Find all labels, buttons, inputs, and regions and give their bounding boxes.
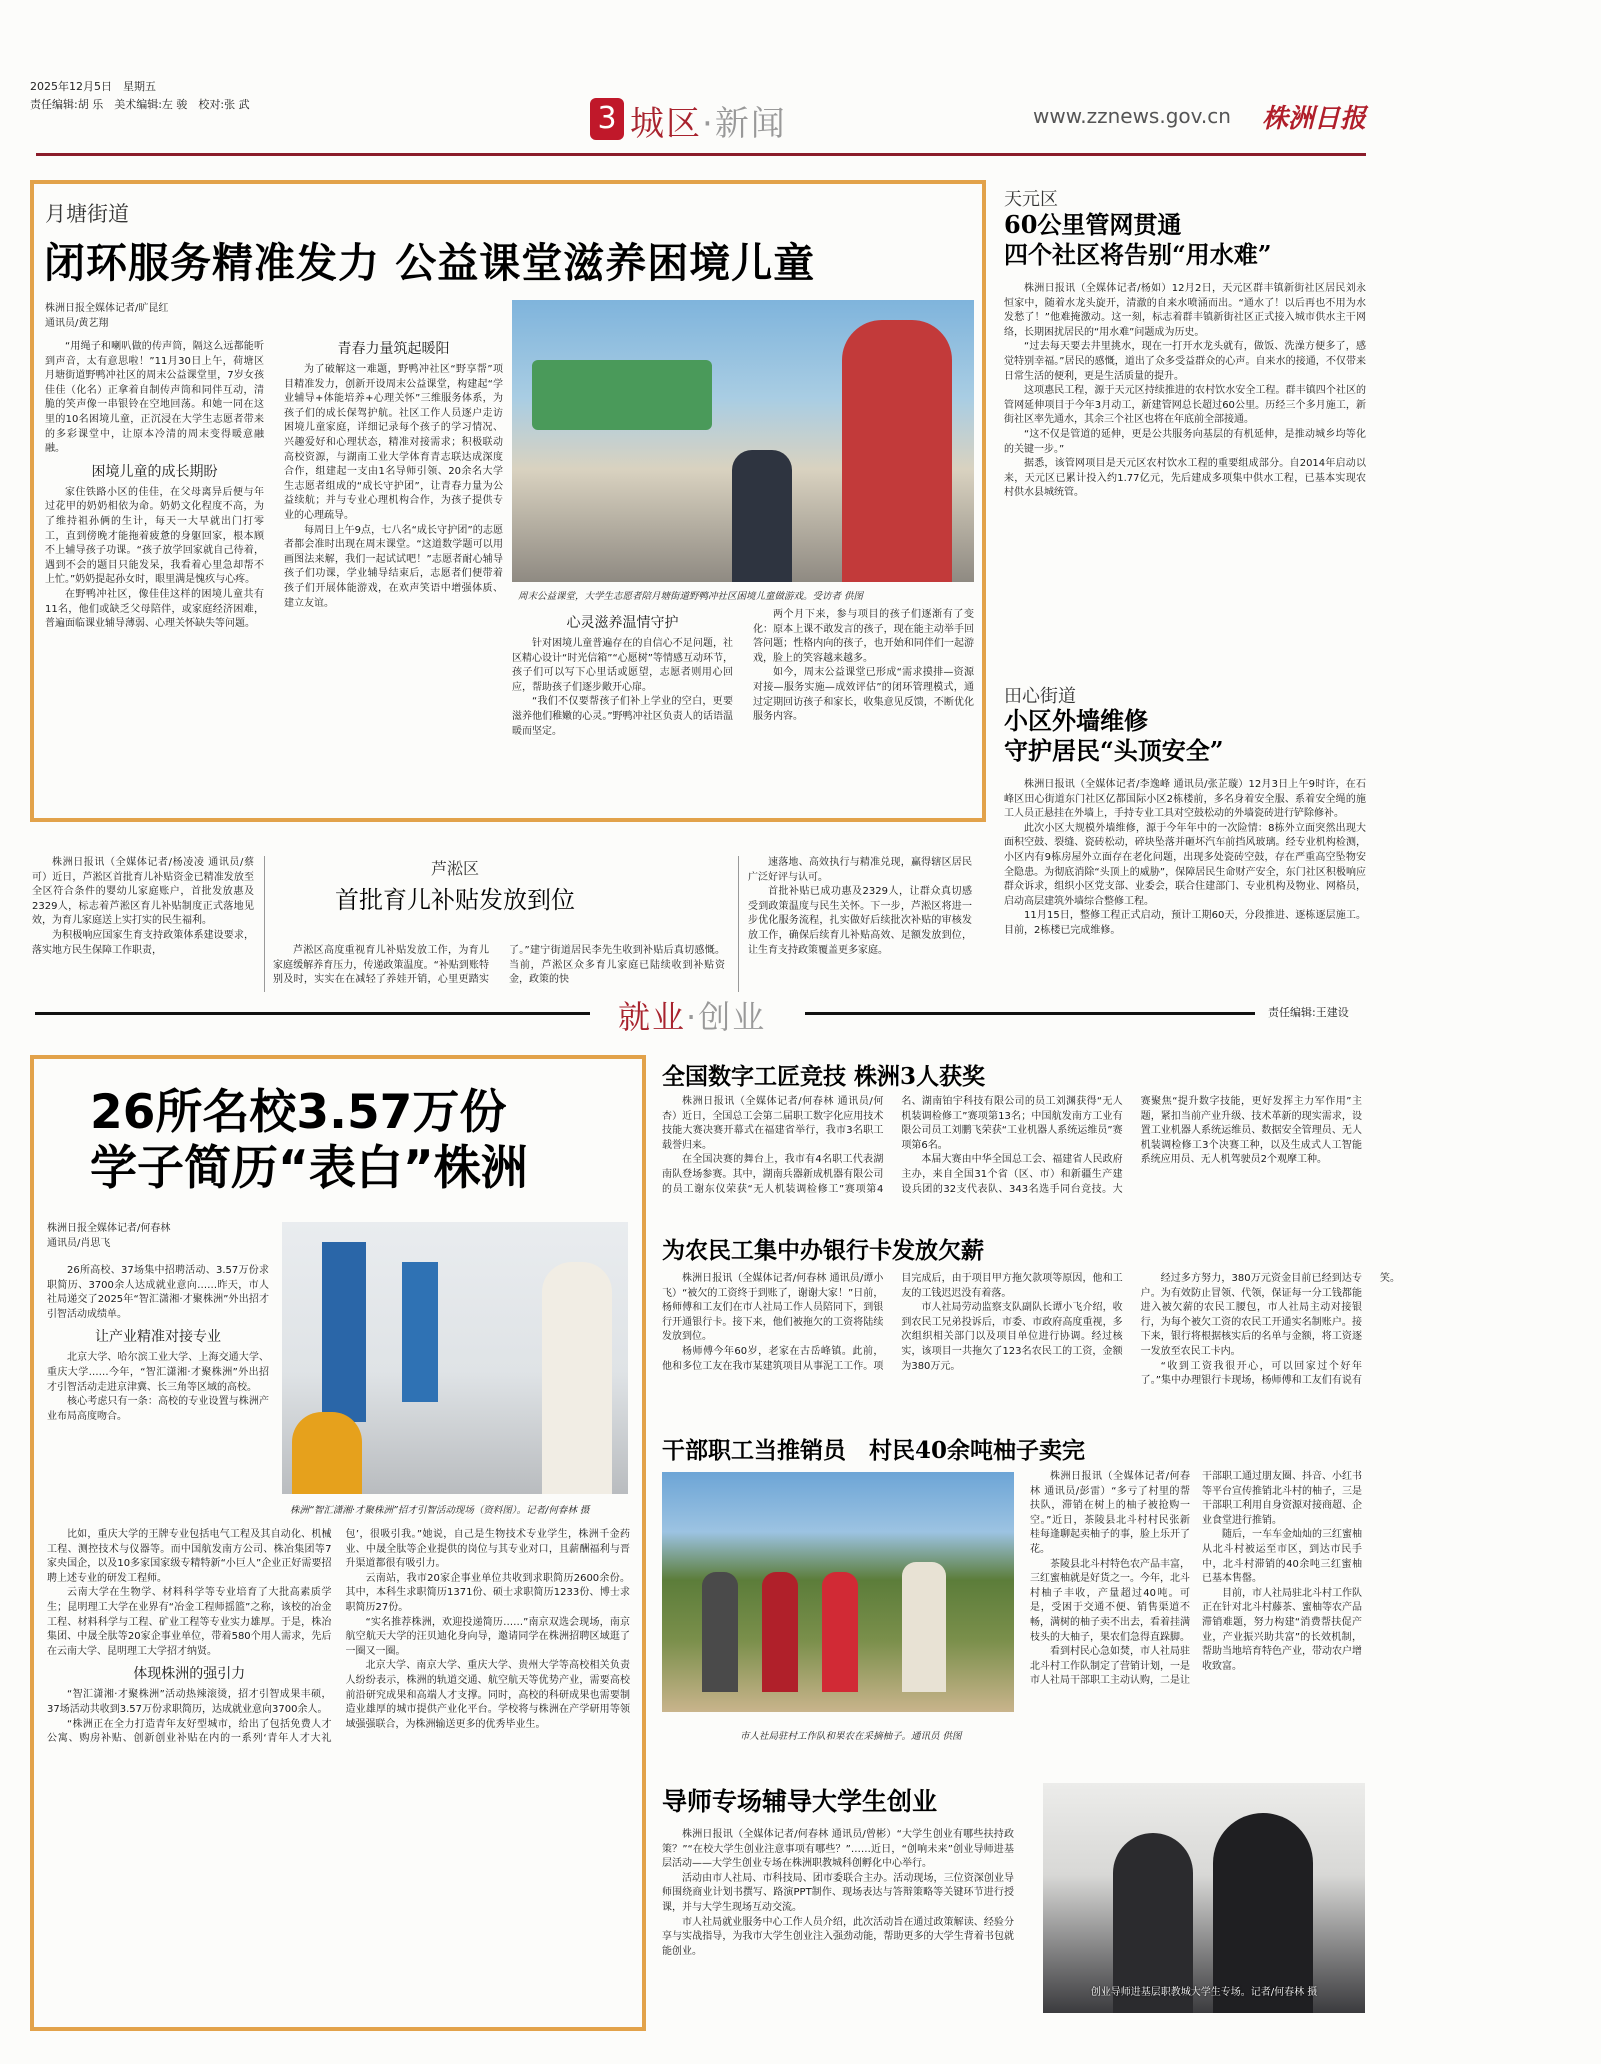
section-title-b: 新闻 [714, 104, 787, 144]
photo-train-mural [532, 360, 712, 430]
headline-line2: 四个社区将告别“用水难” [1004, 240, 1272, 269]
photo-banner [402, 1262, 438, 1402]
photo-person-figure [762, 1572, 798, 1692]
paragraph: 芦淞区高度重视育儿补贴发放工作，为育儿家庭缓解养育压力，传递政策温度。“补贴到账特别及时，实实在在减轻了养娃开销，心里更踏实了。”建宁街道居民李先生收到补贴后真切感慨。当前，芦淞区众多育儿家庭已陆续收到补贴资金，政策的快 [273, 945, 725, 986]
headline [1004, 210, 1272, 270]
paragraph: 云南大学在生物学、材料科学等专业培育了大批高素质学生；昆明理工大学在业界有“冶金工程师摇篮”之称，该校的冶金工程、材料科学与工程、矿业工程等专业实力雄厚。于是，株冶集团、中晟全肽等20家企事业单位，带着580个用人需求，先后在云南大学、昆明理工大学招才纳贤。 [47, 1587, 332, 1657]
band-editor: 责任编辑:王建设 [1268, 1006, 1349, 1019]
article-body [1004, 778, 1366, 998]
editor-credits: 责任编辑:胡 乐 美术编辑:左 骏 校对:张 武 [30, 98, 250, 111]
byline [45, 302, 285, 331]
paragraph: 本届大赛由中华全国总工会、福建省人民政府主办，来自全国31个省（区、市）和新疆生产建设兵团的32支代表队、343名选手同台竞技。大赛聚焦“提升数字技能，更好发挥主力军作用”主题，紧扣当前产业升级、技术革新的现实需求，设置工业机器人系统运维员、数据安全管理员、无人机装调检修工3个决赛工种，以及生成式人工智能系统应用员、无人机驾驶员2个观摩工种。 [901, 1096, 1362, 1195]
paragraph: 11月15日，整修工程正式启动，预计工期60天，分段推进、逐栋逐层施工。目前，2栋楼已完成维修。 [1004, 910, 1366, 936]
paragraph: “实名推荐株洲，欢迎投递简历……”南京双选会现场，南京航空航天大学的汪贝迪化身向导，邀请同学在株洲招聘区域逛了一圈又一圈。 [345, 1616, 630, 1657]
byline-correspondent: 通讯员/黄艺翔 [45, 317, 109, 329]
band-line-left [35, 1012, 590, 1015]
paragraph: 杨师傅今年60岁，老家在古岳峰镇。此前，他和多位工友在我市某建筑项目从事泥工工作。项目完成后，由于项目甲方拖欠款项等原因，他和工友的工钱迟迟没有着落。 [662, 1273, 1123, 1372]
headline [1004, 706, 1224, 766]
article-body [1030, 1470, 1362, 1760]
headline [90, 1085, 528, 1197]
article-body [512, 608, 974, 813]
article-body [32, 856, 254, 992]
paragraph: 茶陵县北斗村特色农产品丰富，三红蜜柚就是好货之一。今年，北斗村柚子丰收，产量超过40吨。可是，受困于交通不便、销售渠道不畅，满树的柚子卖不出去，看着挂满枝头的大柚子，果农们急得直跺脚。 [1030, 1558, 1190, 1643]
photo-caption: 株洲“智汇潇湘·才聚株洲”招才引智活动现场（资料图）。记者/何春林 摄 [290, 1505, 590, 1516]
article-body [662, 1095, 1362, 1205]
headline: 干部职工当推销员 村民40余吨柚子卖完 [662, 1437, 1086, 1464]
paragraph: 26所高校、37场集中招聘活动、3.57万份求职简历、3700余人达成就业意向……昨天，市人社局递交了2025年“智汇潇湘·才聚株洲”外出招才引智活动成绩单。 [47, 1265, 269, 1320]
article-body [662, 1828, 1014, 2018]
paragraph: 首批补贴已成功惠及2329人，让群众真切感受到政策温度与民生关怀。下一步，芦淞区将进一步优化服务流程，扎实做好后续批次补贴的审核发放工作，确保后续育儿补贴高效、足额发放到位，让生育支持政策覆盖更多家庭。 [748, 886, 972, 956]
story-kicker: 芦淞区 [430, 859, 479, 878]
paragraph: 这项惠民工程，源于天元区持续推进的农村饮水安全工程。群丰镇四个社区的管网延伸项目于今年3月动工，新建管网总长超过60公里。历经三个多月施工，新街社区率先通水，其余三个社区也将在年底前全部接通。 [1004, 385, 1366, 426]
band-dot: · [686, 998, 699, 1036]
headline-line1: 60公里管网贯通 [1004, 210, 1182, 239]
paragraph: “用绳子和喇叭做的传声筒，隔这么远都能听到声音，太有意思啦！”11月30日上午，荷塘区月塘街道野鸭冲社区的周末公益课堂里，7岁女孩佳佳（化名）正拿着自制传声筒和同伴互动，清脆的笑声像一串银铃在空地回荡。和她一同在这里的10名困境儿童，正沉浸在大学生志愿者带来的多彩课堂中，让原本冷清的周末变得暖意融融。 [45, 341, 264, 455]
paragraph: 株洲日报讯（全媒体记者/杨凌凌 通讯员/蔡可）近日，芦淞区首批育儿补贴资金已精准发放至全区符合条件的婴幼儿家庭账户，首批发放惠及2329人，标志着芦淞区育儿补贴制度正式落地见效，为育儿家庭送上实打实的民生福利。 [32, 857, 254, 927]
paragraph: 随后，一车车金灿灿的三红蜜柚从北斗村被运至市区，到达市民手中，北斗村滞销的40余吨三红蜜柚已基本售罄。 [1202, 1529, 1362, 1585]
band-title-a: 就业 [618, 998, 687, 1036]
story-kicker: 田心街道 [1004, 686, 1076, 707]
photo-volunteers-children [512, 300, 974, 582]
paragraph: 在野鸭冲社区，像佳佳这样的困境儿童共有11名，他们或缺乏父母陪伴，或家庭经济困难，普遍面临课业辅导薄弱、心理关怀缺失等问题。 [45, 588, 264, 630]
paragraph: 株洲日报讯（全媒体记者/杨如）12月2日，天元区群丰镇新街社区居民刘永恒家中，随着水龙头旋开，清澈的自来水喷涌而出。“通水了！以后再也不用为水发愁了！”他难掩激动。这一刻，标志着群丰镇新街社区正式接入城市供水主干网络，长期困扰居民的“用水难”问题成为历史。 [1004, 283, 1366, 338]
paragraph: 两个月下来，参与项目的孩子们逐渐有了变化：原本上课不敢发言的孩子，现在能主动举手回答问题；性格内向的孩子，也开始和同伴们一起游戏，脸上的笑容越来越多。 [753, 609, 974, 664]
issue-date: 2025年12月5日 星期五 [30, 80, 156, 93]
site-url[interactable]: www.zznews.gov.cn [1033, 104, 1231, 128]
photo-person-figure [822, 1572, 858, 1692]
subheading: 让产业精准对接专业 [95, 1329, 221, 1346]
photo-caption: 市人社局驻村工作队和果农在采摘柚子。通讯员 供图 [740, 1731, 962, 1742]
paragraph: 在全国决赛的舞台上，我市有4名职工代表湖南队登场参赛。其中，湖南兵器新成机器有限公司的员工谢东仪荣获“无人机装调检修工”赛项第4名、湖南铂宇科技有限公司的员工刘渊获得“无人机装调检修工”赛项第13名；中国航发南方工业有限公司员工刘鹏飞荣获“工业机器人系统运维员”赛项第6名。 [662, 1096, 1123, 1195]
paragraph: 目前，市人社局驻北斗村工作队正在针对北斗村藤茶、蜜柚等农产品滞销难题，努力构建“消费帮扶促产业，产业振兴助共富”的长效机制，帮助当地培育特色产业，带动农户增收致富。 [1202, 1587, 1362, 1672]
headline-line1: 26所名校3.57万份 [90, 1085, 507, 1140]
paragraph: 北京大学、哈尔滨工业大学、上海交通大学、重庆大学……今年，“智汇潇湘·才聚株洲”外出招才引智活动走进京津冀、长三角等区域的高校。 [47, 1352, 269, 1393]
section-dot: · [702, 104, 715, 144]
paragraph: 为了破解这一难题，野鸭冲社区“野享帮”项目精准发力，创新开设周末公益课堂，构建起“学业辅导+体能培养+心理关怀”三维服务体系，为孩子们的成长保驾护航。社区工作人员逐户走访困境儿童家庭，详细记录每个孩子的学习情况、兴趣爱好和心理状态，精准对接需求；积极联动高校资源，与湖南工业大学体育青志联达成深度合作，组建起一支由1名导师引领、20余名大学生志愿者组成的“成长守护团”，让青春力量为公益续航；并与专业心理机构合作，为孩子提供专业的心理疏导。 [284, 364, 503, 521]
paragraph: “智汇潇湘·才聚株洲”活动热辣滚烫，招才引智成果丰硕，37场活动共收到3.57万份求职简历，达成就业意向3700余人。 [47, 1689, 332, 1715]
subheading: 心灵滋养温情守护 [566, 615, 679, 631]
article-body [662, 1272, 1400, 1400]
photo-banner [322, 1242, 366, 1422]
byline-reporter: 株洲日报全媒体记者/何春林 [47, 1223, 171, 1234]
column-divider [738, 856, 739, 992]
band-title-b: 创业 [698, 998, 767, 1036]
story-kicker: 天元区 [1004, 189, 1058, 210]
headline: 为农民工集中办银行卡发放欠薪 [662, 1237, 984, 1264]
headline: 首批育儿补贴发放到位 [335, 886, 575, 914]
article-body [45, 340, 503, 810]
column-divider [264, 856, 265, 992]
paragraph: 株洲日报讯（全媒体记者/何春林 通讯员/何杏）近日，全国总工会第二届职工数字化应用技术技能大赛决赛开幕式在福建省举行，我市3名职工载誉归来。 [662, 1096, 884, 1151]
photo-person-figure [902, 1562, 946, 1692]
headline-line2: 守护居民“头顶安全” [1004, 736, 1224, 765]
byline [47, 1222, 267, 1251]
story-kicker: 月塘街道 [45, 202, 129, 226]
headline: 全国数字工匠竞技 株洲3人获奖 [662, 1063, 986, 1090]
headline: 导师专场辅导大学生创业 [662, 1787, 938, 1816]
article-body [748, 856, 972, 992]
paragraph: “收到工资我很开心，可以回家过个好年了。”集中办理银行卡现场，杨师傅和工友们有说有笑。 [1140, 1273, 1400, 1387]
paragraph: “过去每天要去井里挑水，现在一打开水龙头就有，做饭、洗澡方便多了，感觉特别幸福。”居民的感慨，道出了众多受益群众的心声。自来水的接通，不仅带来日常生活的便利，更是生活质量的提升。 [1004, 341, 1366, 382]
photo-child-figure [732, 450, 792, 582]
paragraph: 株洲日报讯（全媒体记者/何春林 通讯员/彭雷）“多亏了村里的帮扶队，滞销在树上的柚子被抢购一空。”近日，茶陵县北斗村村民张新桂每逢聊起卖柚子的事，脸上乐开了花。 [1030, 1471, 1190, 1555]
paragraph: “我们不仅要帮孩子们补上学业的空白，更要滋养他们稚嫩的心灵。”野鸭冲社区负责人的话语温暖而坚定。 [512, 696, 733, 737]
photo-recruiter-figure [292, 1412, 362, 1494]
photo-student-figure [542, 1262, 612, 1494]
paragraph: 株洲日报讯（全媒体记者/何春林 通讯员/曾彬）“大学生创业有哪些扶持政策？”“在校大学生创业注意事项有哪些？”……近日，“创响未来”创业导师进基层活动——大学生创业专场在株洲职教城科创孵化中心举行。 [662, 1829, 1014, 1870]
subheading: 困境儿童的成长期盼 [91, 463, 218, 480]
photo-caption: 周末公益课堂，大学生志愿者陪月塘街道野鸭冲社区困境儿童做游戏。受访者 供图 [518, 591, 864, 602]
subheading: 体现株洲的强引力 [133, 1666, 246, 1683]
paragraph: 家住铁路小区的佳佳，在父母离异后便与年过花甲的奶奶相依为命。奶奶文化程度不高，为了维持祖孙俩的生计，每天一大早就出门打零工，直到傍晚才能拖着疲惫的身躯回家，根本顾不上辅导孩子功课。“孩子放学回家就自己待着，遇到不会的题目只能发呆，我看着心里急却帮不上忙。”奶奶提起孙女时，眼里满是愧疚与心疼。 [45, 486, 264, 586]
photo-volunteer-figure [842, 320, 952, 582]
article-body [47, 1528, 630, 2018]
paragraph: 核心考虑只有一条：高校的专业设置与株洲产业布局高度吻合。 [47, 1396, 269, 1422]
byline-correspondent: 通讯员/肖思飞 [47, 1237, 111, 1249]
paragraph: “株洲正在全力打造青年友好型城市，给出了包括免费人才公寓、购房补贴、创新创业补贴在内的一系列‘青年人才大礼包’，很吸引我。”她说，自己是生物技术专业学生，株洲千金药业、中晟全肽等企业提供的岗位与其专业对口，且薪酬福利与晋升渠道都很有吸引力。 [47, 1529, 630, 1745]
article-body [273, 944, 725, 994]
paragraph: 此次小区大规模外墙维修，源于今年年中的一次险情：8栋外立面突然出现大面积空鼓、裂缝、瓷砖松动，碎块坠落并砸坏汽车前挡风玻璃。经专业机构检测，小区内有9栋房屋外立面存在老化问题，出现多处瓷砖空鼓，存在严重高空坠物安全隐患。为彻底消除“头顶上的威胁”，保障居民生命财产安全，东门社区积极响应群众诉求，组织小区党支部、业委会，联合住建部门、专业机构及物业、网格员，启动高层建筑外墙综合整修工程。 [1004, 822, 1366, 907]
paragraph: 云南站，我市20家企事业单位共收到求职简历2600余份。其中，本科生求职简历1371份、硕士求职简历1233份、博士求职简历27份。 [345, 1572, 630, 1613]
paragraph: 看到村民心急如焚，市人社局驻北斗村工作队制定了营销计划，一是市人社局干部职工主动认购，二是让干部职工通过朋友圈、抖音、小红书等平台宣传推销北斗村的柚子，三是干部职工利用自身资源对接商超、企业食堂进行推销。 [1030, 1471, 1362, 1687]
paragraph: 针对困境儿童普遍存在的自信心不足问题，社区精心设计“时光信箱”“心愿树”等情感互动环节，孩子们可以写下心里话或愿望，志愿者则用心回应，帮助孩子们逐步敞开心扉。 [512, 638, 733, 693]
paragraph: 经过多方努力，380万元资金目前已经到达专户。为有效防止冒领、代领，保证每一分工钱都能进入被欠薪的农民工腰包，市人社局主动对接银行，为每个被欠工资的农民工开通实名制账户。接下来，银行将根据核实后的名单与金额，将工资逐一发放至农民工卡内。 [1140, 1273, 1362, 1357]
band-line-right [805, 1012, 1255, 1015]
paragraph: 据悉，该管网项目是天元区农村饮水工程的重要组成部分。自2014年启动以来，天元区已累计投入约1.77亿元，先后建成多项集中供水工程，已基本实现农村供水县城统管。 [1004, 458, 1366, 499]
article-body [47, 1264, 269, 1508]
photo-pomelo-harvest [662, 1472, 1014, 1712]
subheading: 青春力量筑起暖阳 [337, 341, 450, 357]
section-title-a: 城区 [630, 104, 702, 144]
paragraph: 株洲日报讯（全媒体记者/何春林 通讯员/谭小飞）“被欠的工资终于到账了，谢谢大家！”日前，杨师傅和工友们在市人社局工作人员陪同下，到银行开通银行卡。接下来，他们被拖欠的工资将陆续发放到位。 [662, 1273, 884, 1343]
page-number-badge: 3 [590, 98, 624, 140]
article-body [1004, 282, 1366, 672]
photo-person-figure [702, 1572, 738, 1692]
headline-line1: 小区外墙维修 [1004, 706, 1148, 735]
section-band-title [618, 992, 766, 1038]
photo-job-fair [282, 1222, 628, 1494]
paragraph: 北京大学、南京大学、重庆大学、贵州大学等高校相关负责人纷纷表示，株洲的轨道交通、航空航天等优势产业，需要高校前沿研究成果和高端人才支撑。同时，高校的科研成果也需要制造业雄厚的城市提供产业化平台。学校将与株洲在产学研用等领域强强联合，为株洲输送更多的优秀毕业生。 [345, 1660, 630, 1730]
header-divider [36, 153, 1366, 156]
paragraph: 株洲日报讯（全媒体记者/李逸峰 通讯员/张芷璇）12月3日上午9时许，在石峰区田心街道东门社区亿都国际小区2栋楼前，多名身着安全服、系着安全绳的施工人员正悬挂在外墙上，手持专业工具对空鼓松动的外墙瓷砖进行铲除修补。 [1004, 779, 1366, 820]
paragraph: 速落地、高效执行与精准兑现，赢得辖区居民广泛好评与认可。 [748, 857, 972, 883]
paragraph: 活动由市人社局、市科技局、团市委联合主办。活动现场，三位资深创业导师围绕商业计划书撰写、路演PPT制作、现场表达与答辩策略等关键环节进行授课，并与大学生现场互动交流。 [662, 1872, 1014, 1913]
byline-reporter: 株洲日报全媒体记者/旷昆红 [45, 303, 169, 314]
photo-caption: 创业导师进基层职教城大学生专场。记者/何春林 摄 [1090, 1987, 1318, 1998]
headline: 闭环服务精准发力 公益课堂滋养困境儿童 [44, 239, 816, 287]
paragraph: 比如，重庆大学的王牌专业包括电气工程及其自动化、机械工程、测控技术与仪器等。而中国航发南方公司、株冶集团等7家央国企，以及10多家国家级专精特新“小巨人”企业正好需要招聘上述专业的研发工程师。 [47, 1529, 332, 1584]
newspaper-logo: 株洲日报 [1262, 104, 1367, 134]
paragraph: 每周日上午9点，七八名“成长守护团”的志愿者都会准时出现在周末课堂。“这道数学题可以用画图法来解，我们一起试试吧！”志愿者耐心辅导孩子们功课，学业辅导结束后，志愿者们便带着孩子们开展体能游戏，在欢声笑语中增强体质、建立友谊。 [284, 524, 503, 609]
paragraph: “这不仅是管道的延伸，更是公共服务向基层的有机延伸，是推动城乡均等化的关键一步。” [1004, 428, 1366, 455]
paragraph: 市人社局劳动监察支队副队长谭小飞介绍，收到农民工兄弟投诉后，市委、市政府高度重视，多次组织相关部门以及项目单位进行协调。经过核实，该项目一共拖欠了123名农民工的工资，金额为380万元。 [901, 1302, 1123, 1372]
section-title [630, 96, 787, 145]
paragraph: 为积极响应国家生育支持政策体系建设要求，落实地方民生保障工作职责， [32, 929, 254, 956]
paragraph: 市人社局就业服务中心工作人员介绍，此次活动旨在通过政策解读、经验分享与实战指导，为我市大学生创业注入强劲动能，帮助更多的大学生背着书包就能创业。 [662, 1916, 1014, 1957]
photo-students-seminar [1043, 1783, 1365, 2013]
paragraph: 如今，周末公益课堂已形成“需求摸排—资源对接—服务实施—成效评估”的闭环管理模式，通过定期回访孩子和家长，收集意见反馈，不断优化服务内容。 [753, 667, 974, 723]
headline-line2: 学子简历“表白”株洲 [90, 1141, 528, 1196]
